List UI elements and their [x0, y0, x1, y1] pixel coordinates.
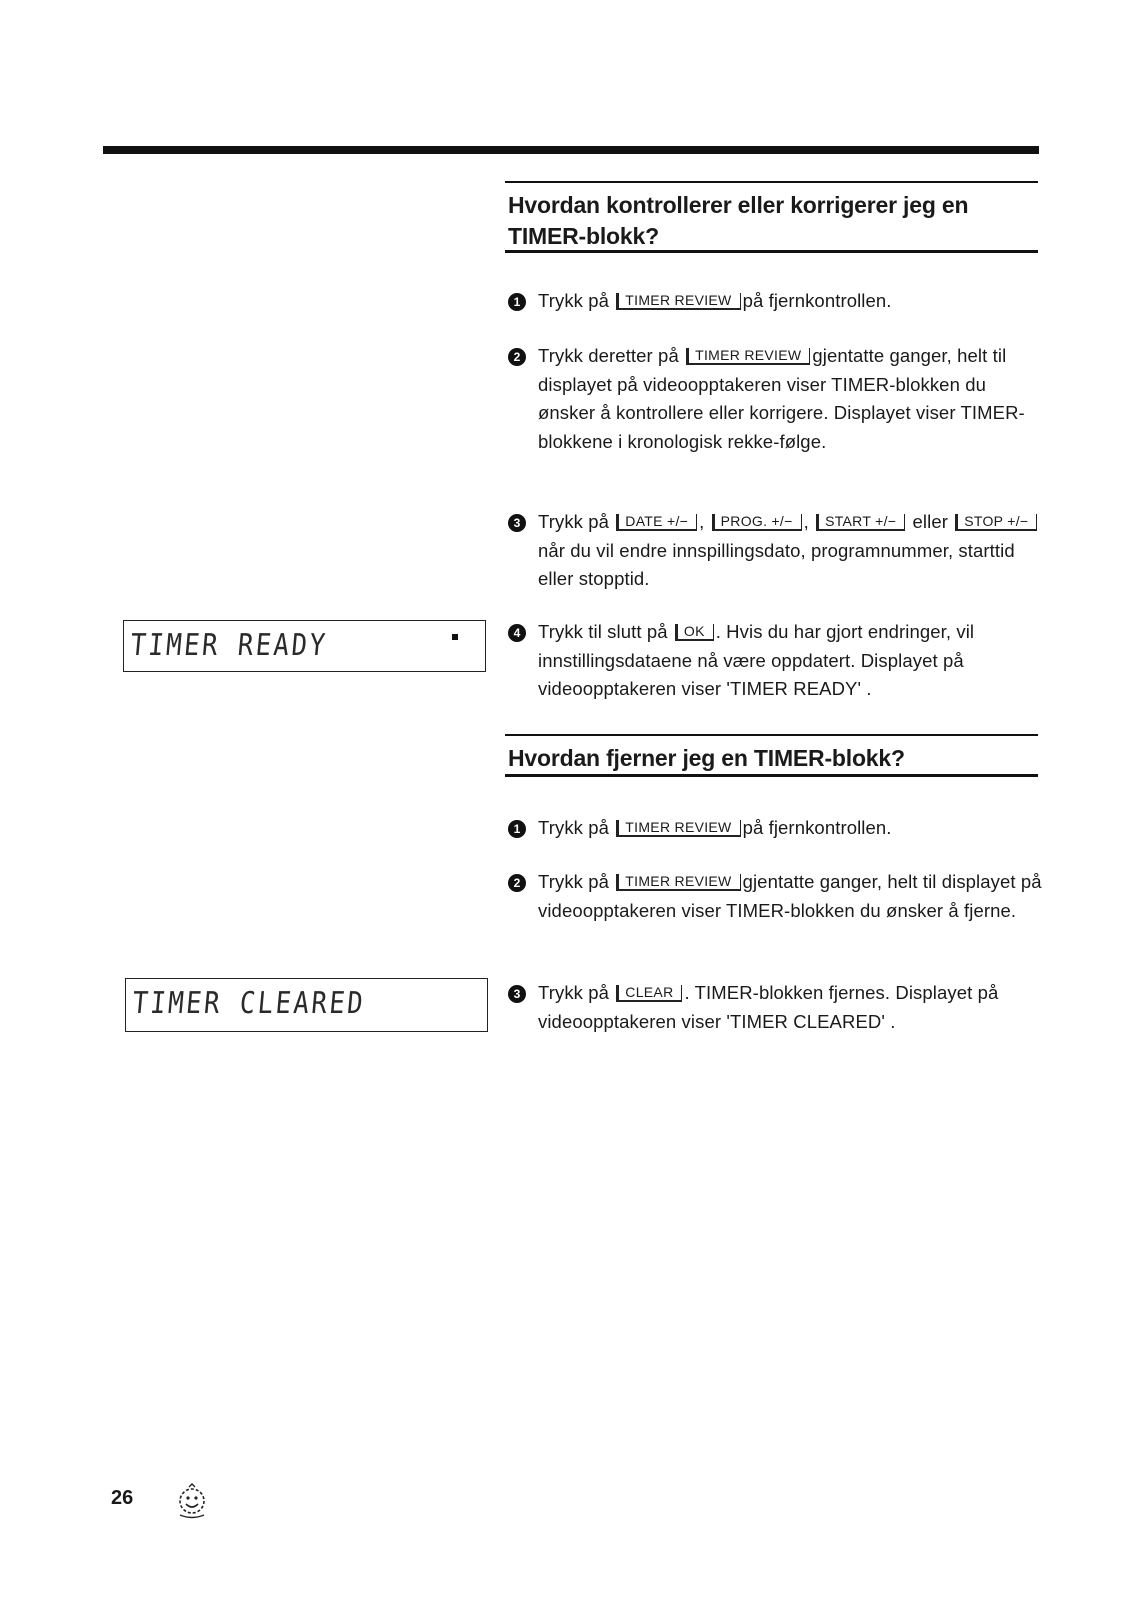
display-indicator-dot — [452, 634, 458, 640]
section2-step-3 — [508, 979, 1043, 1036]
step-text: når du vil endre innspillingsdato, programnummer, starttid eller stopptid. — [538, 539, 1015, 589]
step-number-badge: 2 — [508, 874, 526, 892]
step-number-badge: 3 — [508, 514, 526, 532]
step-text: Trykk på — [538, 817, 610, 838]
step-text: . TIMER-blokken fjernes. Displayet på videoopptakeren viser 'TIMER CLEARED' . — [538, 982, 999, 1032]
step-text: gjentatte ganger, helt til displayet på videoopptakeren viser TIMER-blokken du ønsker å kontrollere eller korrigere. Displayet viser TIMER-blokkene i kronologisk rekke-følge. — [538, 345, 1025, 452]
step-text: gjentatte ganger, helt til displayet på videoopptakeren viser TIMER-blokken du ønsker å fjerne. — [538, 871, 1042, 921]
step-text: på fjernkontrollen. — [742, 290, 892, 311]
step-text: eller — [912, 511, 948, 532]
timer-review-key: TIMER REVIEW — [616, 293, 740, 310]
section1-heading: Hvordan kontrollerer eller korrigerer jeg en TIMER-blokk? — [508, 192, 969, 249]
step-text: Trykk deretter på — [538, 345, 679, 366]
prog-key: PROG. +/− — [712, 514, 802, 531]
display-text: TIMER CLEARED — [130, 986, 367, 1021]
display-text: TIMER READY — [128, 628, 329, 663]
step-number-badge: 1 — [508, 293, 526, 311]
date-key: DATE +/− — [616, 514, 697, 531]
section2-top-rule — [505, 734, 1038, 736]
display-timer-cleared — [125, 978, 488, 1032]
step-text: på fjernkontrollen. — [742, 817, 892, 838]
section2-step-1 — [508, 814, 1043, 843]
section1-step-3 — [508, 508, 1043, 594]
stop-key: STOP +/− — [955, 514, 1037, 531]
clear-key: CLEAR — [616, 985, 682, 1002]
step-text: Trykk på — [538, 982, 610, 1003]
section1-bottom-rule — [505, 250, 1038, 253]
section1-step-2 — [508, 342, 1043, 456]
step-text: Trykk på — [538, 871, 610, 892]
smiley-language-icon — [175, 1483, 209, 1519]
step-text: Trykk på — [538, 511, 610, 532]
timer-review-key: TIMER REVIEW — [686, 348, 810, 365]
step-number-badge: 2 — [508, 348, 526, 366]
section1-step-1 — [508, 287, 1043, 316]
page-number: 26 — [111, 1487, 134, 1509]
section1-top-rule — [505, 181, 1038, 183]
separator: , — [803, 511, 809, 532]
separator: , — [699, 511, 705, 532]
section2-bottom-rule — [505, 774, 1038, 777]
section2-heading: Hvordan fjerner jeg en TIMER-blokk? — [508, 745, 905, 771]
step-number-badge: 4 — [508, 624, 526, 642]
step-number-badge: 1 — [508, 820, 526, 838]
section2-step-2 — [508, 868, 1043, 925]
timer-review-key: TIMER REVIEW — [616, 820, 740, 837]
display-timer-ready — [123, 620, 486, 672]
start-key: START +/− — [816, 514, 905, 531]
ok-key: OK — [675, 624, 714, 641]
step-number-badge: 3 — [508, 985, 526, 1003]
step-text: Trykk til slutt på — [538, 621, 668, 642]
step-text: . Hvis du har gjort endringer, vil innstillingsdataene nå være oppdatert. Displayet på videoopptakeren viser 'TIMER READY' . — [538, 621, 975, 699]
top-page-rule — [103, 146, 1039, 154]
timer-review-key: TIMER REVIEW — [616, 874, 740, 891]
section1-step-4 — [508, 618, 1043, 704]
step-text: Trykk på — [538, 290, 610, 311]
